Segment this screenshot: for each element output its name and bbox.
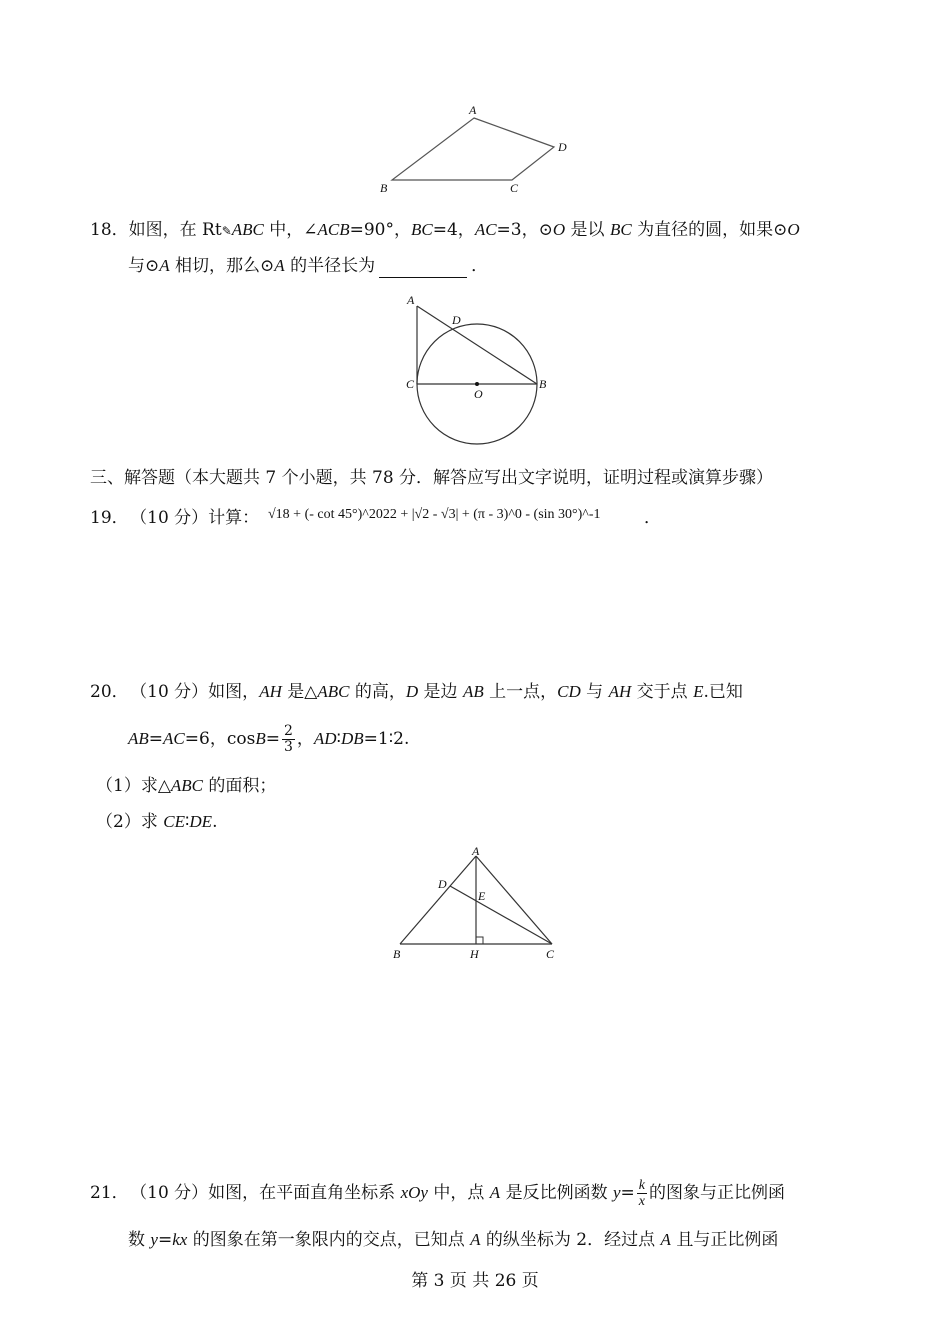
q18-line1	[90, 218, 800, 243]
q20-var: AH	[259, 682, 282, 701]
fraction-denominator: x	[638, 1194, 645, 1209]
label-A: A	[472, 844, 480, 858]
q20-var: AD	[313, 729, 337, 748]
q21-text: 的图象与正比例函	[649, 1183, 785, 1203]
q19-line	[90, 506, 259, 530]
q18-var: BC	[609, 220, 632, 239]
q20-text: （10 分）如图，	[138, 682, 260, 702]
q18-var: ACB	[317, 220, 350, 239]
q18-var: AC	[474, 220, 497, 239]
section-3-title: 三、解答题（本大题共 7 个小题，共 78 分．解答应写出文字说明，证明过程或演算步骤）	[90, 468, 774, 488]
q18-text: =4，	[432, 220, 475, 240]
q21-line2	[128, 1228, 778, 1252]
q18-line2	[128, 254, 488, 278]
label-D: D	[452, 313, 461, 327]
q21-var: kx	[172, 1230, 188, 1249]
q18-number: 18．	[90, 220, 129, 240]
q19-end: ．	[644, 508, 661, 528]
q21-var: y	[150, 1230, 158, 1249]
label-B: B	[393, 947, 401, 961]
q21-text: 数	[128, 1230, 151, 1250]
q18-var: ABC	[231, 220, 264, 239]
q19-score: （10 分）计算：	[138, 508, 260, 528]
q18-text: 中，∠	[263, 220, 318, 240]
q20-text: ∶	[184, 812, 190, 832]
q18-var: O	[787, 220, 800, 239]
q21-text: 中，点	[427, 1183, 490, 1203]
q20-sub1	[96, 774, 276, 798]
q20-text: =1∶2.	[363, 729, 410, 749]
q20-var: CD	[557, 682, 581, 701]
q21-line1	[90, 1176, 785, 1210]
q18-text: =90°，	[349, 220, 412, 240]
right-angle-triangle-icon: ✎	[221, 224, 232, 238]
q20-text: ∶	[336, 729, 341, 749]
q20-text: 交于点	[631, 682, 694, 702]
q18-var: A	[159, 256, 170, 275]
label-O: O	[474, 387, 483, 401]
q19-expression-text: √18 + (- cot 45°)^2022 + |√2 - √3| + (π - 3)^0 - (sin 30°)^-1	[268, 507, 601, 522]
label-C: C	[510, 181, 519, 195]
q20-var: DB	[340, 729, 364, 748]
q21-number: 21．	[90, 1183, 129, 1203]
q20-text: （1）求△	[96, 776, 171, 796]
q18-var: O	[552, 220, 566, 239]
label-B: B	[380, 181, 388, 195]
fraction-denominator: 3	[283, 739, 293, 755]
fraction-k-over-x	[637, 1178, 647, 1209]
q20-text: ，	[296, 729, 314, 749]
q20-text: 与	[580, 682, 609, 702]
q21-text: 是反比例函数	[500, 1183, 613, 1203]
label-E: E	[478, 889, 486, 903]
q20-text: =6，cos	[184, 729, 256, 749]
q20-text: .	[212, 812, 218, 832]
q20-text: 是△	[281, 682, 318, 702]
label-C: C	[546, 947, 555, 961]
q20-sub2	[96, 810, 217, 834]
q21-text: （10 分）如图，在平面直角坐标系	[138, 1183, 401, 1203]
fraction-two-thirds	[282, 724, 295, 755]
q20-line1	[90, 680, 743, 704]
q18-text: 与⊙	[128, 256, 160, 276]
q18-text: 相切，那么⊙	[169, 256, 275, 276]
label-A: A	[469, 103, 477, 117]
q21-var: A	[489, 1183, 501, 1202]
q20-text: 上一点，	[483, 682, 558, 702]
q20-text: 是边	[418, 682, 463, 702]
q20-var: D	[405, 682, 419, 701]
label-D: D	[438, 877, 447, 891]
quadrilateral-figure	[370, 100, 580, 200]
q20-var: AC	[163, 729, 185, 748]
q20-var: ABC	[317, 682, 350, 701]
q20-text: 的高，	[349, 682, 406, 702]
q20-var: AH	[608, 682, 632, 701]
q20-var: DE	[189, 812, 213, 831]
page-footer: 第 3 页 共 26 页	[411, 1271, 539, 1291]
label-B: B	[539, 377, 547, 391]
q20-text: =	[265, 729, 280, 749]
q20-var: AB	[462, 682, 484, 701]
q18-text: 是以	[565, 220, 610, 240]
q18-var: A	[274, 256, 285, 275]
q20-var: AB	[128, 729, 149, 748]
q21-text: 的纵坐标为 2．经过点	[480, 1230, 661, 1250]
q20-text: 的面积；	[203, 776, 277, 796]
q20-var: CE	[163, 812, 185, 831]
label-H: H	[470, 947, 479, 961]
q20-line2	[128, 722, 409, 756]
q20-var: ABC	[170, 776, 203, 795]
q20-text: =	[148, 729, 164, 749]
q20-var: B	[255, 729, 266, 748]
q21-text: 的图象在第一象限内的交点，已知点	[187, 1230, 471, 1250]
q20-number: 20．	[90, 682, 129, 702]
fraction-numerator: 2	[283, 723, 293, 739]
q21-text: 且与正比例函	[670, 1230, 779, 1250]
q18-var: BC	[411, 220, 433, 239]
q18-text: =3，⊙	[496, 220, 553, 240]
q21-text: =	[620, 1183, 635, 1203]
q18-text: 为直径的圆，如果⊙	[631, 220, 788, 240]
q21-var: A	[470, 1230, 481, 1249]
q21-var: A	[660, 1230, 671, 1249]
label-C: C	[406, 377, 415, 391]
triangle-altitude-figure	[385, 840, 570, 970]
q18-text: 的半径长为	[284, 256, 376, 276]
q20-var: E	[693, 682, 704, 701]
fraction-numerator: k	[638, 1178, 645, 1193]
label-A: A	[407, 293, 415, 307]
q18-text: 如图，在 Rt	[128, 220, 222, 240]
q18-text: ．	[471, 256, 489, 276]
q20-text: （2）求	[96, 812, 164, 832]
q21-var: xOy	[400, 1183, 428, 1202]
answer-blank[interactable]	[379, 259, 467, 278]
q19-expression	[268, 500, 601, 530]
q21-text: =	[157, 1230, 173, 1250]
q19-number: 19．	[90, 508, 129, 528]
q21-var: y	[612, 1183, 621, 1202]
label-D: D	[558, 140, 567, 154]
circle-triangle-figure	[400, 290, 560, 450]
q20-text: .已知	[703, 682, 743, 702]
